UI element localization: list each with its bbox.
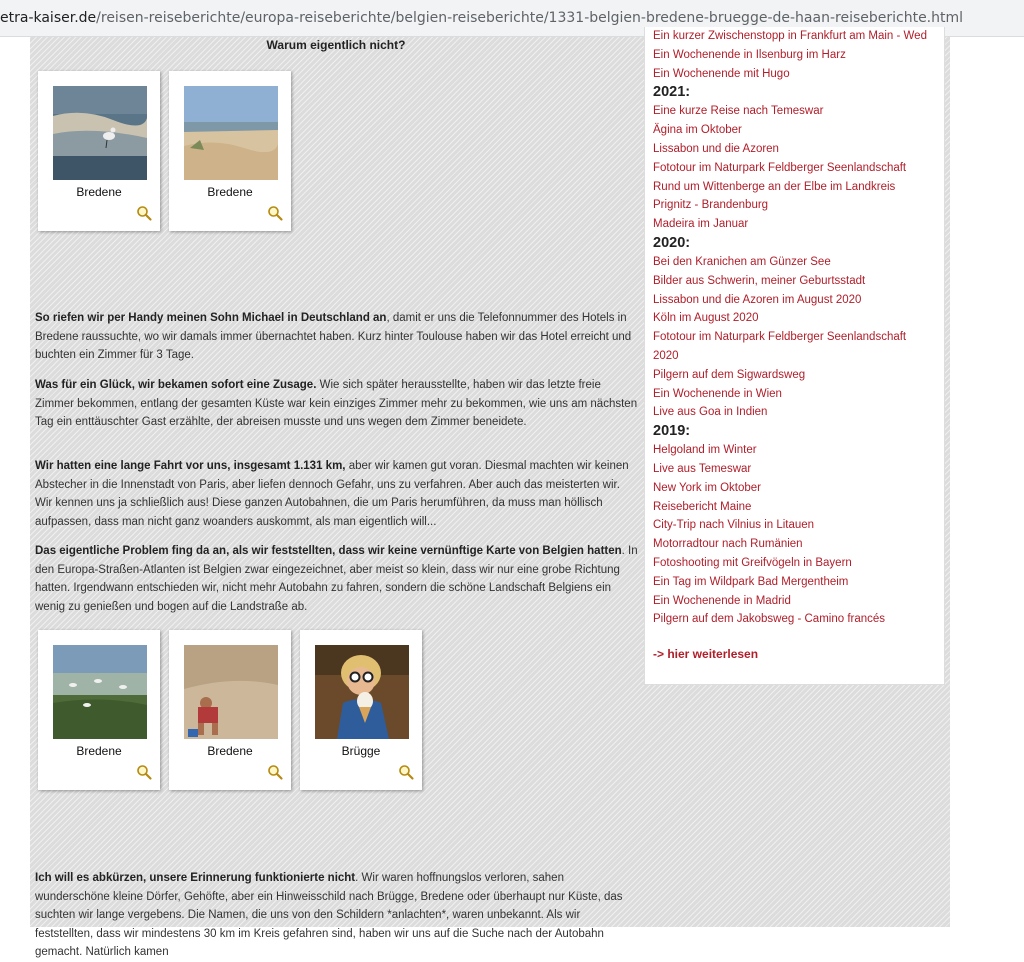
sidebar-link[interactable]: Fotoshooting mit Greifvögeln in Bayern: [653, 556, 852, 569]
zoom-icon[interactable]: [398, 764, 414, 780]
sidebar-link[interactable]: Live aus Goa in Indien: [653, 406, 768, 419]
gallery-top: [38, 71, 291, 231]
paragraph-lead: Ich will es abkürzen, unsere Erinnerung funktionierte nicht: [35, 872, 356, 884]
sidebar-link[interactable]: Ein Wochenende in Ilsenburg im Harz: [653, 48, 846, 61]
year-heading: 2021:: [653, 84, 691, 101]
sidebar-link[interactable]: City-Trip nach Vilnius in Litauen: [653, 519, 815, 532]
thumb-caption: Bredene: [76, 744, 122, 758]
article-paragraph: [35, 542, 640, 616]
sidebar-link[interactable]: Helgoland im Winter: [653, 444, 757, 457]
photo-seagull-beach: [53, 86, 147, 180]
sidebar-link[interactable]: Ein Wochenende mit Hugo: [653, 67, 790, 80]
year-heading: 2019:: [653, 423, 691, 440]
article-paragraph: [35, 869, 640, 962]
sidebar-link[interactable]: New York im Oktober: [653, 481, 762, 494]
url-path: /reisen-reiseberichte/europa-reiseberichte/belgien-reiseberichte/1331-belgien-bredene-bruegge-de-haan-reiseberichte.html: [96, 10, 964, 26]
gallery-thumb[interactable]: [38, 630, 160, 790]
photo-girl-icecream: [315, 645, 409, 739]
photo-child-sand: [184, 645, 278, 739]
sidebar-link[interactable]: Pilgern auf dem Jakobsweg - Camino francés: [653, 613, 886, 626]
article-paragraph: [35, 309, 640, 365]
thumb-caption: Bredene: [207, 185, 253, 199]
sidebar-link[interactable]: Rund um Wittenberge an der Elbe im Landkreis: [653, 180, 896, 193]
paragraph-lead: Wir hatten eine lange Fahrt vor uns, insgesamt 1.131 km,: [35, 460, 346, 472]
paragraph-lead: Was für ein Glück, wir bekamen sofort eine Zusage.: [35, 379, 317, 391]
paragraph-text: . Wir waren hoffnungslos verloren, sahen wunderschöne kleine Dörfer, Gehöfte, aber ein Hinweisschild nach Brügge, Bredene oder überhaupt nur Küste, das suchten wir lange vergebens. Die Namen, die uns von den Schildern *anlachten*, waren unbekannt. Als wir feststellten, dass wir mindestens 30 km im Kreis gefahren sind, haben wir uns auf die Suche nach der Autobahn gemacht. Natürlich kamen: [35, 872, 623, 958]
zoom-icon[interactable]: [267, 205, 283, 221]
sidebar-link[interactable]: Ein kurzer Zwischenstopp in Frankfurt am Main - Wed: [653, 30, 927, 42]
sidebar-travel-reports: [644, 27, 945, 685]
gallery-bottom: [38, 630, 422, 790]
paragraph-text: , damit er uns die Telefonnummer des Hotels in Bredene raussuchte, wo wir damals immer übernachtet haben. Kurz hinter Toulouse haben wir das Hotel erreicht und buchten ein Zimmer für 3 Tage.: [35, 312, 632, 361]
gallery-thumb[interactable]: [169, 630, 291, 790]
article-intro: Warum eigentlich nicht?: [266, 38, 406, 52]
sidebar-link[interactable]: Pilgern auf dem Sigwardsweg: [653, 368, 806, 381]
sidebar-link[interactable]: Live aus Temeswar: [653, 462, 752, 475]
sidebar-link[interactable]: Fototour im Naturpark Feldberger Seenlandschaft: [653, 161, 907, 174]
paragraph-text: aber wir kamen gut voran. Diesmal machten wir keinen Abstecher in die Innenstadt von Paris, aber liefen dennoch Gefahr, uns zu verfahren. Aber auch das meisterten wir. Wir kennen uns ja schließlich aus! Diese ganzen Autobahnen, die um Paris herumführen, da muss man höllisch aufpassen, dass man nicht ganz woanders auskommt, als man eigentlich will...: [35, 460, 629, 528]
thumb-caption: Bredene: [207, 744, 253, 758]
article-paragraph: [35, 457, 640, 531]
sidebar-link[interactable]: Lissabon und die Azoren: [653, 142, 779, 155]
thumb-caption: Bredene: [76, 185, 122, 199]
zoom-icon[interactable]: [136, 764, 152, 780]
gallery-thumb[interactable]: [300, 630, 422, 790]
sidebar-link[interactable]: Madeira im Januar: [653, 218, 749, 231]
sidebar-link[interactable]: 2020: [653, 349, 679, 362]
sidebar-link[interactable]: Ein Wochenende in Wien: [653, 387, 782, 400]
photo-beach-dunes: [184, 86, 278, 180]
paragraph-text: Wie sich später herausstellte, haben wir das letzte freie Zimmer bekommen, entlang der gesamten Küste war kein einziges Zimmer mehr zu bekommen, wie uns am nächsten Tag ein enttäuschter Gast erzählte, der abreisen musste und uns wegen dem Zimmer beneidete.: [35, 379, 638, 428]
zoom-icon[interactable]: [267, 764, 283, 780]
read-more-link[interactable]: -> hier weiterlesen: [653, 647, 759, 661]
sidebar-link[interactable]: Ägina im Oktober: [653, 124, 742, 137]
sidebar-link[interactable]: Reisebericht Maine: [653, 500, 752, 513]
paragraph-lead: So riefen wir per Handy meinen Sohn Michael in Deutschland an: [35, 312, 387, 324]
page-content: [30, 30, 950, 958]
sidebar-link[interactable]: Bei den Kranichen am Günzer See: [653, 255, 831, 268]
sidebar-link[interactable]: Bilder aus Schwerin, meiner Geburtsstadt: [653, 274, 866, 287]
photo-birds-marsh: [53, 645, 147, 739]
gallery-thumb[interactable]: [169, 71, 291, 231]
url-host: etra-kaiser.de: [0, 10, 97, 26]
paragraph-lead: Das eigentliche Problem fing da an, als wir feststellten, dass wir keine vernünftige Karte von Belgien hatten: [35, 545, 622, 557]
year-heading: 2020:: [653, 234, 691, 251]
gallery-thumb[interactable]: [38, 71, 160, 231]
sidebar-link[interactable]: Fototour im Naturpark Feldberger Seenlandschaft: [653, 331, 907, 344]
sidebar-link[interactable]: Köln im August 2020: [653, 312, 759, 325]
sidebar-link[interactable]: Lissabon und die Azoren im August 2020: [653, 293, 862, 306]
article-paragraph: [35, 376, 640, 432]
paragraph-text: . In den Europa-Straßen-Atlanten ist Belgien zwar eingezeichnet, aber meist so klein, dass wir nur eine grobe Richtung hatten. Irgendwann entschieden wir, nicht mehr Autobahn zu fahren, sondern die schöne Landschaft Belgiens ein wenig zu genießen und bogen auf die Landstraße ab.: [35, 545, 638, 613]
sidebar-link[interactable]: Ein Tag im Wildpark Bad Mergentheim: [653, 575, 849, 588]
thumb-caption: Brügge: [341, 744, 381, 758]
sidebar-link[interactable]: Eine kurze Reise nach Temeswar: [653, 105, 824, 118]
sidebar-link[interactable]: Prignitz - Brandenburg: [653, 199, 769, 212]
zoom-icon[interactable]: [136, 205, 152, 221]
sidebar-link[interactable]: Ein Wochenende in Madrid: [653, 594, 791, 607]
sidebar-link[interactable]: Motorradtour nach Rumänien: [653, 538, 803, 551]
